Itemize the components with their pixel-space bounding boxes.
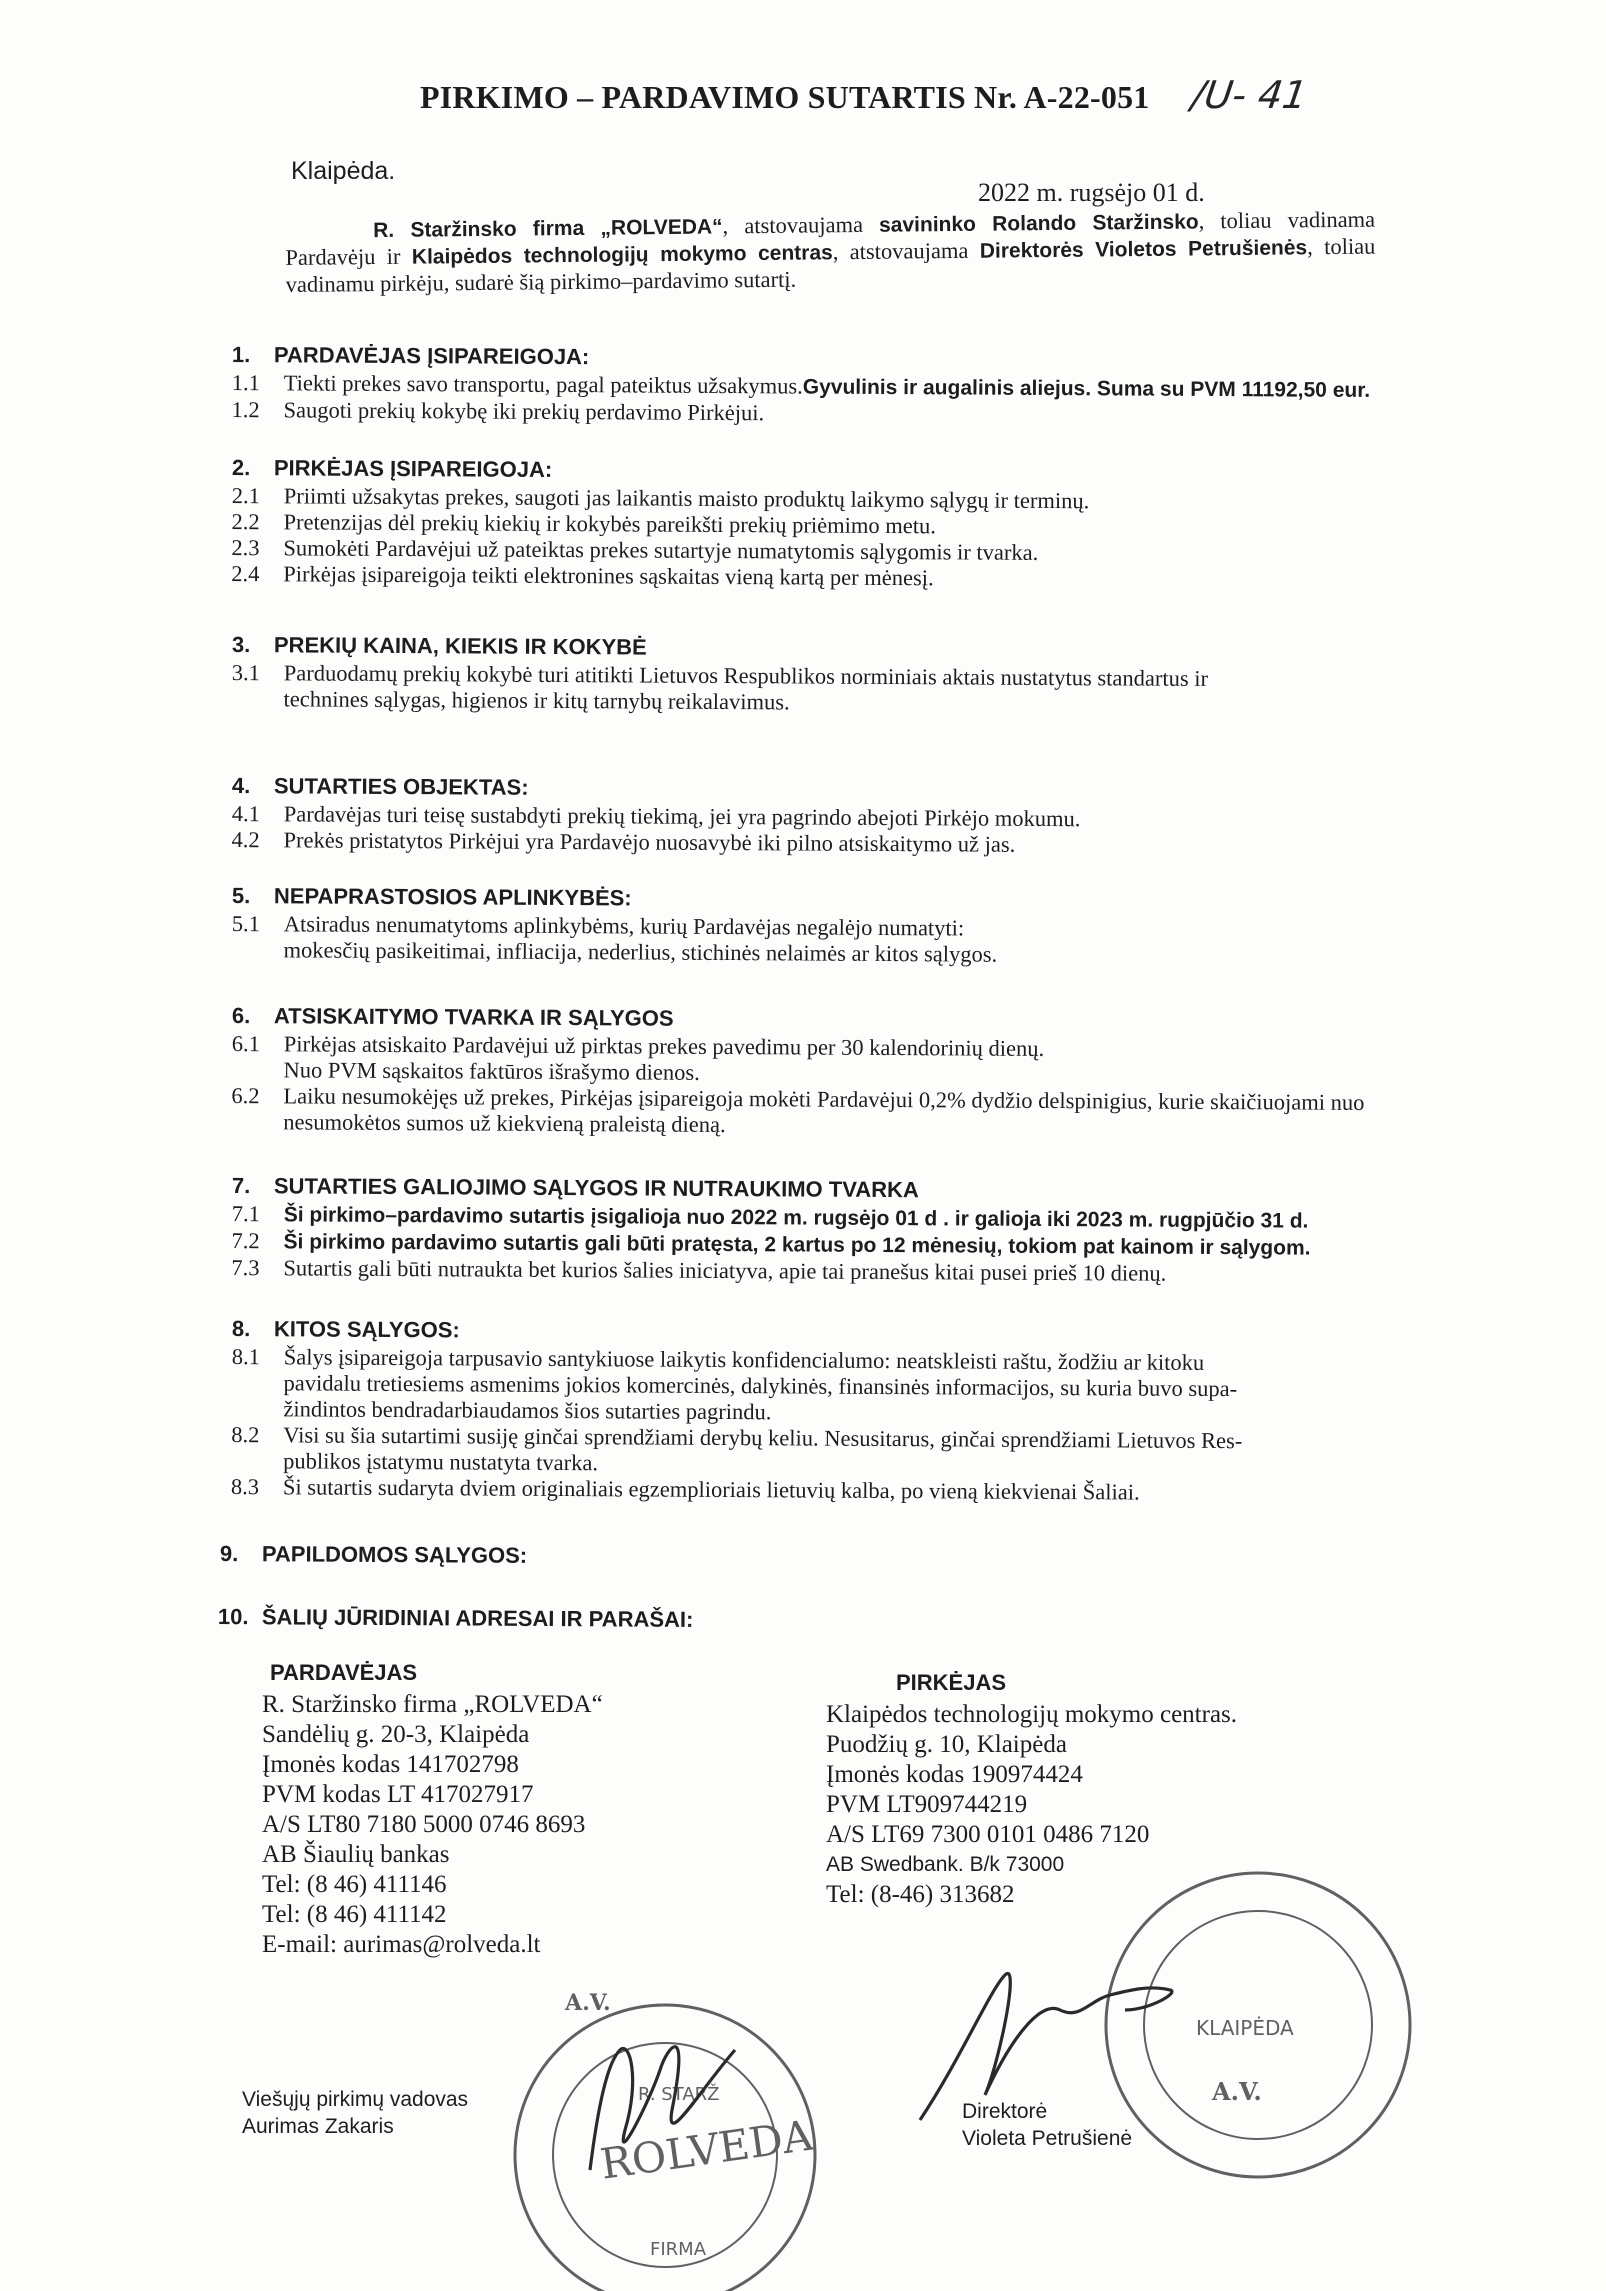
buyer-line: Tel: (8-46) 313682 (826, 1881, 1015, 1908)
handwritten-contract-suffix: /U- 41 (1188, 73, 1310, 117)
svg-text:A.V.: A.V. (565, 1990, 611, 2016)
clause-number: 8.3 (230, 1473, 260, 1500)
seller-line: E-mail: aurimas@rolveda.lt (262, 1931, 541, 1958)
clause-number: 2.3 (231, 534, 260, 561)
section-heading: SUTARTIES GALIOJIMO SĄLYGOS IR NUTRAUKIMO TVARKA (273, 1173, 919, 1203)
seller-line: Sandėlių g. 20-3, Klaipėda (262, 1721, 530, 1748)
clause-number: 7.2 (231, 1227, 260, 1254)
buyer-line: Puodžių g. 10, Klaipėda (826, 1731, 1067, 1758)
clause-number: 8.2 (231, 1421, 260, 1448)
seller-representative: savininko Rolando Staržinsko (878, 210, 1199, 237)
section-heading: KITOS SĄLYGOS: (273, 1316, 460, 1343)
seller-line: R. Staržinsko firma „ROLVEDA“ (262, 1691, 603, 1718)
clause-text: Pirkėjas įsipareigoja teikti elektronines sąskaitas vieną kartą per mėnesį. (283, 561, 934, 591)
clause-text: Atsiradus nenumatytoms aplinkybėms, kurių Pardavėjas negalėjo numatyti: mokesčių pasikeitimai, infliacija, nederlius, stichinės nelaimės ar kitos sąlygos. (283, 911, 998, 967)
section-number: 7. (231, 1173, 251, 1199)
clause-number: 6.1 (231, 1030, 260, 1057)
svg-text:KLAIPĖDA: KLAIPĖDA (1196, 2016, 1294, 2040)
section-number: 2. (231, 455, 251, 481)
contract-city: Klaipėda. (291, 157, 396, 185)
clause-text: Sutartis gali būti nutraukta bet kurios šalies iniciatyva, apie tai pranešus kitai pusei prieš 10 dienų. (283, 1255, 1167, 1286)
section-heading: PREKIŲ KAINA, KIEKIS IR KOKYBĖ (273, 632, 647, 660)
buyer-signature (920, 1973, 1172, 2120)
buyer-signatory-role: Direktorė (962, 2100, 1048, 2123)
seller-line: PVM kodas LT 417027917 (262, 1781, 534, 1808)
clause-number: 4.1 (231, 800, 260, 827)
section-heading: PIRKĖJAS ĮSIPAREIGOJA: (273, 455, 553, 482)
clause-number: 2.4 (231, 560, 260, 587)
seller-line: Įmonės kodas 141702798 (262, 1751, 519, 1778)
clause-text: Visi su šia sutartimi susiję ginčai sprendžiami derybų keliu. Nesusitarus, ginčai sprendžiami Lietuvos Res- publikos įstatymu nustatyta tvarka. (283, 1422, 1243, 1476)
contract-date: 2022 m. rugsėjo 01 d. (978, 178, 1205, 207)
clause-text: Parduodamų prekių kokybė turi atitikti Lietuvos Respublikos norminiais aktais nustatytus standartus ir technines sąlygas, higienos ir kitų tarnybų reikalavimus. (283, 660, 1209, 715)
buyer-name: Klaipėdos technologijų mokymo centras (411, 241, 833, 269)
section-number: 5. (231, 883, 251, 909)
buyer-signatory-name: Violeta Petrušienė (962, 2127, 1133, 2150)
buyer-line: Įmonės kodas 190974424 (826, 1761, 1083, 1788)
seller-signatory-role: Viešųjų pirkimų vadovas (242, 2088, 469, 2111)
clause-number: 8.1 (231, 1343, 260, 1370)
clause-bold-text: Ši pirkimo pardavimo sutartis gali būti pratęsta, 2 kartus po 12 mėnesių, tokiom pat kainom ir sąlygom. (283, 1230, 1311, 1260)
preamble-text: , atstovaujama (722, 211, 880, 239)
buyer-line: Klaipėdos technologijų mokymo centras. (826, 1701, 1238, 1728)
svg-text:A.V.: A.V. (1212, 2077, 1262, 2106)
clause-text: Saugoti prekių kokybę iki prekių perdavimo Pirkėjui. (283, 397, 765, 426)
clause-text: Šalys įsipareigoja tarpusavio santykiuose laikytis konfidencialumo: neatskleisti raštu, žodžiu ar kitoku pavidalu tretiesiems asmenims jokios komercinės, dalykinės, finansinės informacijos, su kuria buvo supa- žindintos bendradarbiaudamos šios sutarties pagrindu. (283, 1344, 1238, 1425)
contract-title: PIRKIMO – PARDAVIMO SUTARTIS Nr. A-22-051 (420, 79, 1150, 115)
clause-number: 1.1 (231, 369, 260, 396)
clause-bold-text: Ši pirkimo–pardavimo sutartis įsigalioja nuo 2022 m. rugsėjo 01 d . ir galioja iki 2023 m. rugpjūčio 31 d. (283, 1203, 1309, 1233)
buyer-heading: PIRKĖJAS (896, 1670, 1007, 1695)
section-heading: ATSISKAITYMO TVARKA IR SĄLYGOS (273, 1003, 674, 1031)
seller-line: Tel: (8 46) 411142 (262, 1901, 447, 1928)
clause-text: Laiku nesumokėjęs už prekes, Pirkėjas įsipareigoja mokėti Pardavėjui 0,2% dydžio delspinigius, kurie skaičiuojami nuo nesumokėtos sumos už kiekvieną praleistą dieną. (283, 1083, 1365, 1138)
buyer-representative: Direktorės Violetos Petrušienės (979, 236, 1308, 263)
clause-text: Tiekti prekes savo transportu, pagal pateiktus užsakymus. (283, 370, 803, 399)
section-number: 8. (231, 1316, 251, 1342)
clause-text: Priimti užsakytas prekes, saugoti jas laikantis maisto produktų laikymo sąlygų ir terminų. (283, 483, 1090, 514)
section-number: 3. (231, 632, 251, 658)
section-number: 6. (231, 1003, 251, 1029)
seller-line: A/S LT80 7180 5000 0746 8693 (262, 1811, 586, 1838)
seller-firm-name: R. Staržinsko firma „ROLVEDA“ (373, 215, 723, 243)
clause-number: 4.2 (231, 826, 260, 853)
svg-text:ROLVEDA: ROLVEDA (597, 2110, 816, 2189)
clause-text: Pretenzijas dėl prekių kiekių ir kokybės pareikšti prekių priėmimo metu. (283, 509, 937, 539)
section-number: 4. (231, 773, 251, 799)
preamble-text: , toliau vadinamu pirkėju, sudarė šią pirkimo–pardavimo sutartį. (285, 233, 1376, 297)
seller-line: Tel: (8 46) 411146 (262, 1871, 447, 1898)
seller-stamp (515, 1990, 817, 2291)
buyer-line: PVM LT909744219 (826, 1791, 1028, 1818)
section-heading: PAPILDOMOS SĄLYGOS: (261, 1541, 528, 1568)
svg-text:FIRMA: FIRMA (650, 2239, 707, 2260)
clause-number: 6.2 (231, 1082, 260, 1109)
clause-text: Pirkėjas atsiskaito Pardavėjui už pirktas prekes pavedimu per 30 kalendorinių dienų. Nuo PVM sąskaitos faktūros išrašymo dienos. (283, 1031, 1045, 1085)
seller-heading: PARDAVĖJAS (270, 1660, 418, 1685)
clause-bold-text: Gyvulinis ir augalinis aliejus. Suma su PVM 11192,50 eur. (802, 375, 1371, 402)
section-heading: NEPAPRASTOSIOS APLINKYBĖS: (273, 883, 632, 911)
svg-text:R. STARŽ: R. STARŽ (638, 2084, 720, 2105)
seller-line: AB Šiaulių bankas (262, 1841, 450, 1868)
clause-number: 7.3 (231, 1254, 260, 1281)
section-heading: SUTARTIES OBJEKTAS: (273, 773, 529, 800)
clause-number: 7.1 (231, 1200, 260, 1227)
clause-number: 1.2 (231, 396, 260, 423)
preamble-text: , toliau vadinama Pardavėju ir (285, 206, 1376, 270)
buyer-line: AB Swedbank. B/k 73000 (826, 1853, 1065, 1876)
clause-number: 5.1 (231, 910, 260, 937)
section-number: 10. (217, 1604, 249, 1630)
preamble-text: , atstovaujama (832, 237, 980, 265)
section-number: 9. (219, 1541, 239, 1567)
clause-number: 2.2 (231, 508, 260, 535)
section-number: 1. (231, 342, 251, 368)
clause-text: Pardavėjas turi teisę sustabdyti prekių tiekimą, jei yra pagrindo abejoti Pirkėjo mokumu. (283, 801, 1081, 832)
section-heading: ŠALIŲ JŪRIDINIAI ADRESAI IR PARAŠAI: (261, 1604, 694, 1632)
clause-text: Prekės pristatytos Pirkėjui yra Pardavėjo nuosavybė iki pilno atsiskaitymo už jas. (283, 827, 1016, 857)
buyer-line: A/S LT69 7300 0101 0486 7120 (826, 1821, 1150, 1848)
seller-signatory-name: Aurimas Zakaris (242, 2115, 394, 2138)
section-heading: PARDAVĖJAS ĮSIPAREIGOJA: (273, 342, 590, 370)
clause-text: Ši sutartis sudaryta dviem originaliais egzemplioriais lietuvių kalba, po vieną kiekvienai Šaliai. (282, 1474, 1140, 1505)
clause-text: Sumokėti Pardavėjui už pateiktas prekes sutartyje numatytomis sąlygomis ir tvarka. (283, 535, 1039, 565)
clause-number: 2.1 (231, 482, 260, 509)
clause-number: 3.1 (231, 659, 260, 686)
buyer-stamp (1106, 1873, 1410, 2177)
